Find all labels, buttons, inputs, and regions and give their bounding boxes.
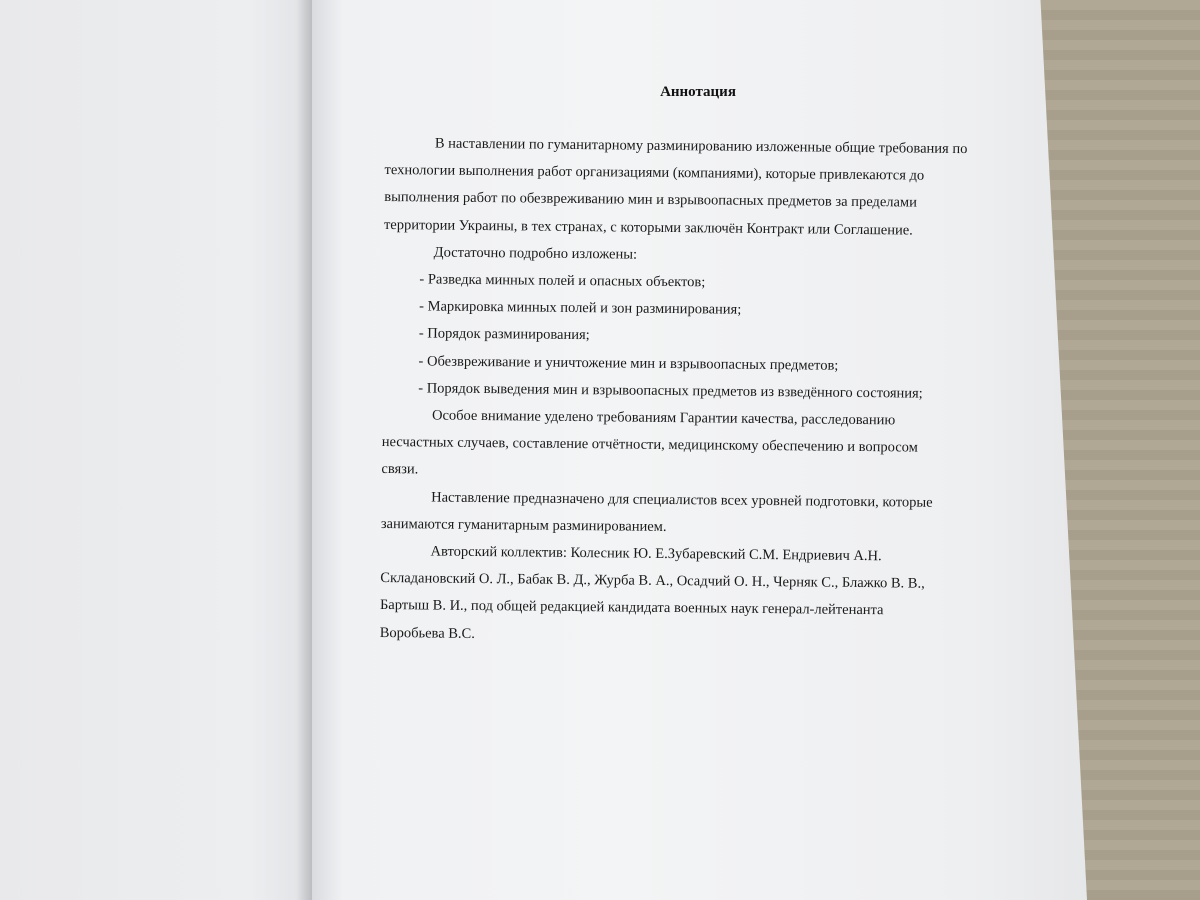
text-line: Наставление предназначено для специалистов всех уровней подготовки, которые (431, 489, 933, 511)
page-title: Аннотация (660, 84, 736, 100)
text-line: Особое внимание уделено требованиям Гарантии качества, расследованию (431, 407, 896, 429)
text-line: технологии выполнения работ организациями (компаниями), которые привлекаются до (384, 162, 925, 184)
list-item: - Обезвреживание и уничтожение мин и взрывоопасных предметов; (418, 352, 839, 374)
text-line: Бартыш В. И., под общей редакцией кандидата военных наук генерал-лейтенанта (379, 597, 884, 619)
text-line: Достаточно подробно изложены: (433, 244, 638, 263)
annotation-text (380, 130, 1025, 654)
text-line: связи. (381, 461, 419, 478)
text-line: занимаются гуманитарным разминированием. (380, 515, 667, 535)
list-item: - Разведка минных полей и опасных объектов; (419, 271, 706, 291)
list-item: - Порядок разминирования; (418, 325, 590, 344)
text-line: территории Украины, в тех странах, с которыми заключён Контракт или Соглашение. (383, 216, 913, 239)
list-item: - Маркировка минных полей и зон разминирования; (419, 298, 742, 318)
left-page (0, 0, 312, 900)
text-line: несчастных случаев, составление отчётности, медицинскому обеспечению и вопросом (381, 434, 918, 456)
text-line: Складановский О. Л., Бабак В. Д., Журба В. А., Осадчий О. Н., Черняк С., Блажко В. В., (380, 570, 925, 592)
text-line: Воробьева В.С. (379, 624, 475, 642)
text-line: Авторский коллектив: Колесник Ю. Е.Зубаревский С.М. Ендриевич А.Н. (430, 543, 882, 565)
text-line: выполнения работ по обезвреживанию мин и взрывоопасных предметов за пределами (384, 189, 917, 211)
list-item: - Порядок выведения мин и взрывоопасных предметов из взведённого состояния; (418, 380, 923, 402)
text-line: В наставлении по гуманитарному разминированию изложенные общие требования по (434, 135, 968, 158)
